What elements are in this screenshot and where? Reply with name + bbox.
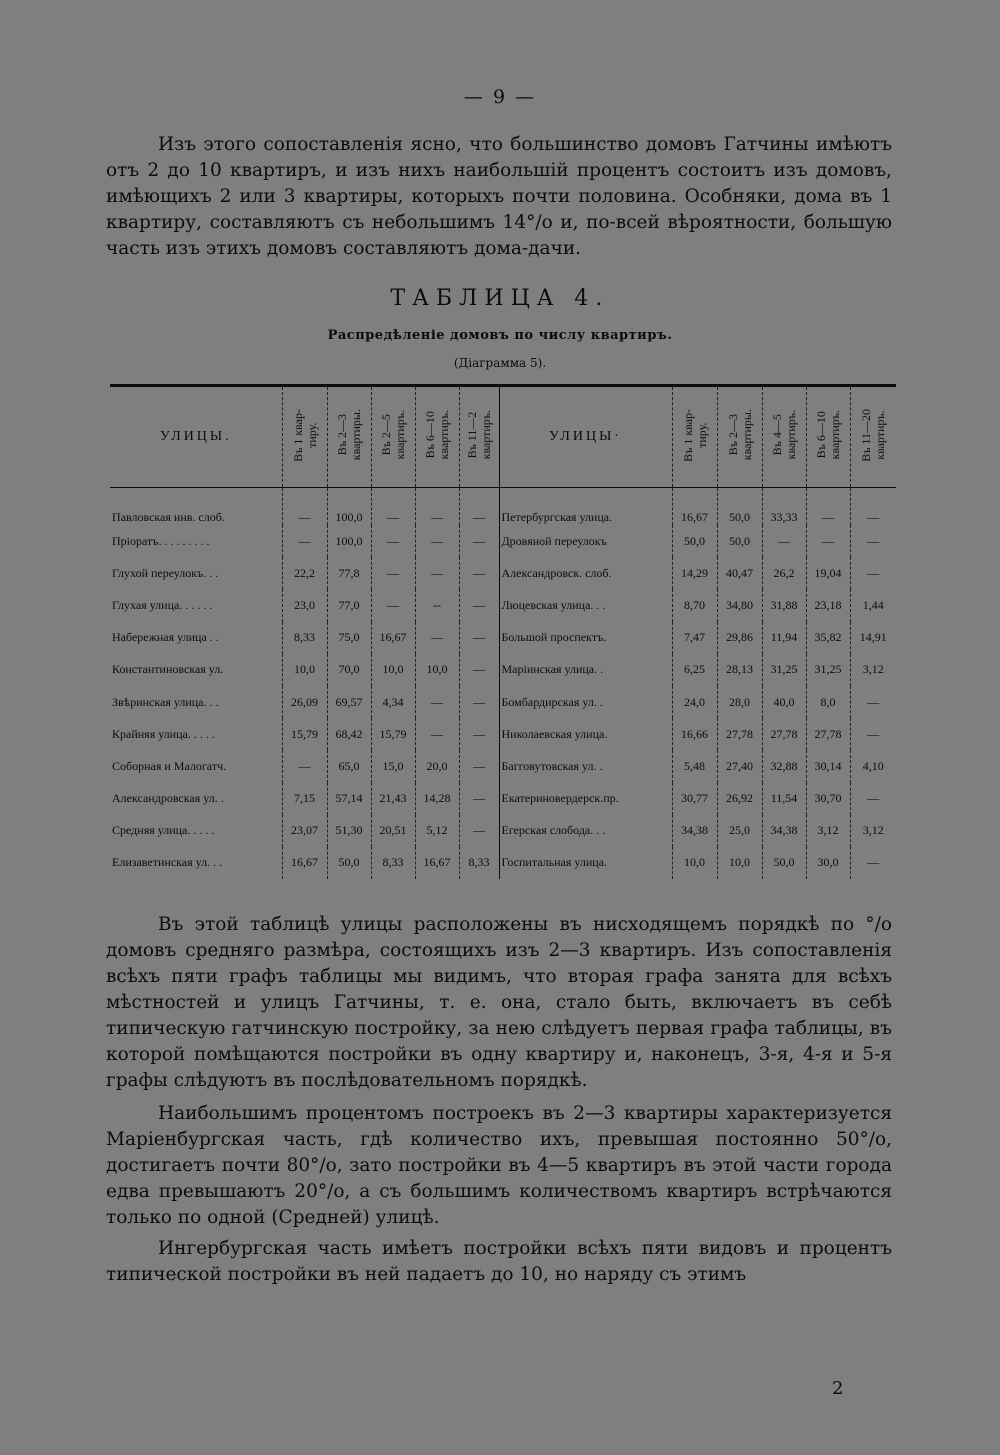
value-cell-right-2: 29,86 — [717, 622, 762, 654]
paragraph-3: Наибольшимъ процентомъ построекъ въ 2—3 квартиры характеризуется Маріенбургская часть, гдѣ количество ихъ, превышая постоянно 50°/о, достигаетъ почти 80°/о, зато постройки въ 4—5 квартиръ въ этой части города едва превышаютъ 20°/о, а съ большимъ количествомъ квартиръ встрѣчаются только по одной (Средней) улицѣ. — [106, 1103, 892, 1228]
value-cell-left-2: 68,42 — [327, 718, 371, 750]
value-cell-right-2: 28,0 — [717, 686, 762, 718]
street-name-right: Егерская слобода. . . — [499, 815, 672, 847]
col-header-right-4: Въ 6—10 квартиръ. — [814, 410, 842, 460]
value-cell-right-1: 50,0 — [672, 525, 717, 557]
value-cell-left-2: 77,0 — [327, 589, 371, 621]
paragraph-4: Ингербургская часть имѣетъ постройки всѣхъ пяти видовъ и процентъ типической постройки въ ней падаетъ до 10, но наряду съ этимъ — [106, 1238, 892, 1285]
table-row — [110, 750, 896, 782]
value-cell-left-3: 16,67 — [371, 622, 415, 654]
value-cell-left-4: — — [415, 557, 459, 589]
value-cell-right-3: 33,33 — [762, 488, 806, 526]
table-row — [110, 557, 896, 589]
value-cell-right-3: 40,0 — [762, 686, 806, 718]
table-row — [110, 525, 896, 557]
street-name-left: Средняя улица. . . . . — [112, 823, 215, 838]
table-row — [110, 654, 896, 686]
value-cell-left-5: — — [459, 750, 499, 782]
value-cell-right-4: 23,18 — [806, 589, 850, 621]
value-cell-right-2: 10,0 — [717, 847, 762, 879]
value-cell-left-1: 26,09 — [282, 686, 327, 718]
distribution-table — [110, 384, 896, 879]
street-name-left: Соборная и Малогатч. — [112, 758, 227, 773]
value-cell-left-4: — — [415, 686, 459, 718]
value-cell-left-3: — — [371, 557, 415, 589]
col-header-right-2: Въ 2—3 квартиры. — [725, 409, 754, 461]
value-cell-left-1: 23,07 — [282, 815, 327, 847]
value-cell-right-3: 31,88 — [762, 589, 806, 621]
col-header-right-1: Въ 1 квар- тиру. — [680, 408, 709, 462]
value-cell-right-5: 3,12 — [850, 654, 896, 686]
table-row — [110, 718, 896, 750]
value-cell-left-3: — — [371, 488, 415, 526]
value-cell-left-4: 14,28 — [415, 783, 459, 815]
value-cell-right-3: 31,25 — [762, 654, 806, 686]
value-cell-left-2: 51,30 — [327, 815, 371, 847]
value-cell-left-2: 57,14 — [327, 783, 371, 815]
table-row — [110, 622, 896, 654]
street-name-left: Александровская ул. . — [112, 791, 224, 806]
value-cell-left-4: — — [415, 488, 459, 526]
table-row — [110, 783, 896, 815]
value-cell-right-4: 31,25 — [806, 654, 850, 686]
value-cell-left-5: 8,33 — [459, 847, 499, 879]
value-cell-right-5: 14,91 — [850, 622, 896, 654]
value-cell-left-4: 20,0 — [415, 750, 459, 782]
value-cell-left-3: — — [371, 525, 415, 557]
street-name-right: Люцевская улица. . . — [499, 589, 672, 621]
value-cell-right-5: — — [850, 783, 896, 815]
value-cell-right-1: 5,48 — [672, 750, 717, 782]
value-cell-left-3: — — [371, 589, 415, 621]
value-cell-right-1: 24,0 — [672, 686, 717, 718]
street-name-left: Крайняя улица. . . . . — [112, 726, 215, 741]
street-name-left: Набережная улица . . — [112, 630, 219, 645]
table-row — [110, 815, 896, 847]
value-cell-right-4: 8,0 — [806, 686, 850, 718]
value-cell-left-5: — — [459, 815, 499, 847]
col-header-left-4: Въ 6—10 квартиръ. — [423, 410, 451, 460]
street-name-right: Багговутовская ул. . — [499, 750, 672, 782]
value-cell-left-5: — — [459, 686, 499, 718]
value-cell-right-3: 50,0 — [762, 847, 806, 879]
street-header-right: УЛИЦЫ· — [499, 386, 672, 488]
value-cell-left-5: — — [459, 525, 499, 557]
street-name-left: Глухая улица. . . . . . — [112, 597, 213, 612]
value-cell-right-4: 30,14 — [806, 750, 850, 782]
value-cell-left-1: — — [282, 525, 327, 557]
street-name-right: Маріинская улица. . — [499, 654, 672, 686]
value-cell-right-3: 27,78 — [762, 718, 806, 750]
table-row — [110, 589, 896, 621]
value-cell-right-5: — — [850, 686, 896, 718]
value-cell-left-2: 70,0 — [327, 654, 371, 686]
value-cell-right-4: 3,12 — [806, 815, 850, 847]
col-header-right-5: Въ 11—20 квартиръ. — [859, 408, 888, 462]
value-cell-right-1: 34,38 — [672, 815, 717, 847]
value-cell-right-4: 35,82 — [806, 622, 850, 654]
street-name-right: Екатериновердерск.пр. — [499, 783, 672, 815]
value-cell-right-5: 1,44 — [850, 589, 896, 621]
value-cell-right-2: 50,0 — [717, 488, 762, 526]
value-cell-right-3: 34,38 — [762, 815, 806, 847]
value-cell-left-1: 16,67 — [282, 847, 327, 879]
value-cell-left-2: 77,8 — [327, 557, 371, 589]
value-cell-left-1: — — [282, 488, 327, 526]
value-cell-right-5: 4,10 — [850, 750, 896, 782]
value-cell-left-3: 4,34 — [371, 686, 415, 718]
value-cell-left-1: — — [282, 750, 327, 782]
value-cell-right-1: 16,67 — [672, 488, 717, 526]
value-cell-left-4: 10,0 — [415, 654, 459, 686]
col-header-left-5: Въ 11—2 квартиръ. — [465, 410, 493, 460]
value-cell-left-3: 15,79 — [371, 718, 415, 750]
value-cell-right-1: 10,0 — [672, 847, 717, 879]
value-cell-left-4: 5,12 — [415, 815, 459, 847]
value-cell-right-5: — — [850, 718, 896, 750]
value-cell-right-2: 27,78 — [717, 718, 762, 750]
value-cell-right-3: 11,54 — [762, 783, 806, 815]
value-cell-left-5: — — [459, 654, 499, 686]
street-name-right: Дровяной переулокъ — [499, 525, 672, 557]
col-header-right-3: Въ 4—5 квартиръ. — [770, 410, 798, 460]
value-cell-right-1: 6,25 — [672, 654, 717, 686]
value-cell-right-1: 14,29 — [672, 557, 717, 589]
street-name-right: Александровск. слоб. — [499, 557, 672, 589]
value-cell-right-5: 3,12 — [850, 815, 896, 847]
value-cell-left-5: — — [459, 718, 499, 750]
value-cell-left-1: 15,79 — [282, 718, 327, 750]
table-row — [110, 488, 896, 526]
value-cell-right-4: 27,78 — [806, 718, 850, 750]
value-cell-left-3: 10,0 — [371, 654, 415, 686]
value-cell-right-3: 26,2 — [762, 557, 806, 589]
street-name-right: Бомбардирская ул. . — [499, 686, 672, 718]
value-cell-right-4: 19,04 — [806, 557, 850, 589]
table-subtitle: Распредѣленіе домовъ по числу квартиръ. — [327, 328, 673, 343]
value-cell-right-2: 34,80 — [717, 589, 762, 621]
houses-by-apartments-table — [110, 384, 896, 879]
value-cell-right-4: — — [806, 488, 850, 526]
value-cell-right-3: — — [762, 525, 806, 557]
value-cell-left-2: 50,0 — [327, 847, 371, 879]
value-cell-left-2: 100,0 — [327, 525, 371, 557]
value-cell-left-1: 10,0 — [282, 654, 327, 686]
table-note: (Діаграмма 5). — [453, 356, 547, 370]
street-name-left: Павловская инв. слоб. — [112, 510, 225, 524]
intro-paragraph: Изъ этого сопоставленія ясно, что большинство домовъ Гатчины имѣютъ отъ 2 до 10 квартиръ, и изъ нихъ наибольшій процентъ состоитъ изъ домовъ, имѣющихъ 2 или 3 квартиры, которыхъ почти половина. Особняки, дома въ 1 квартиру, составляютъ съ небольшимъ 14°/о и, по-всей вѣроятности, большую часть изъ этихъ домовъ составляютъ дома-дачи. — [106, 134, 892, 259]
table-body — [110, 488, 896, 880]
street-name-right: Николаевская улица. — [499, 718, 672, 750]
value-cell-right-2: 40,47 — [717, 557, 762, 589]
value-cell-left-5: — — [459, 589, 499, 621]
value-cell-right-4: 30,70 — [806, 783, 850, 815]
value-cell-left-2: 100,0 — [327, 488, 371, 526]
table-row — [110, 847, 896, 879]
value-cell-left-4: — — [415, 622, 459, 654]
value-cell-right-2: 27,40 — [717, 750, 762, 782]
sheet-mark: 2 — [832, 1378, 844, 1399]
value-cell-left-1: 7,15 — [282, 783, 327, 815]
value-cell-right-3: 32,88 — [762, 750, 806, 782]
value-cell-left-5: — — [459, 783, 499, 815]
street-name-right: Большой проспектъ. — [499, 622, 672, 654]
value-cell-left-2: 69,57 — [327, 686, 371, 718]
value-cell-right-1: 16,66 — [672, 718, 717, 750]
value-cell-left-5: — — [459, 557, 499, 589]
table-title: ТАБЛИЦА 4. — [390, 286, 610, 311]
table-row — [110, 686, 896, 718]
value-cell-left-1: 23,0 — [282, 589, 327, 621]
value-cell-right-5: — — [850, 557, 896, 589]
value-cell-left-3: 8,33 — [371, 847, 415, 879]
value-cell-right-4: 30,0 — [806, 847, 850, 879]
paragraph-2: Въ этой таблицѣ улицы расположены въ нисходящемъ порядкѣ по °/о домовъ средняго размѣра, состоящихъ изъ 2—3 квартиръ. Изъ сопоставленія всѣхъ пяти графъ таблицы мы видимъ, что вторая графа занята для всѣхъ мѣстностей и улицъ Гатчины, т. е. она, стало быть, включаетъ въ себѣ типическую гатчинскую постройку, за нею слѣдуетъ первая графа таблицы, въ которой помѣщаются постройки въ одну квартиру и, наконецъ, 3-я, 4-я и 5-я графы слѣдуютъ въ послѣдовательномъ порядкѣ. — [106, 914, 892, 1091]
street-name-right: Петербургская улица. — [499, 488, 672, 526]
value-cell-left-1: 22,2 — [282, 557, 327, 589]
col-header-left-3: Въ 2—5 квартиръ. — [379, 410, 407, 460]
value-cell-right-4: — — [806, 525, 850, 557]
value-cell-right-5: — — [850, 847, 896, 879]
street-name-right: Госпитальная улица. — [499, 847, 672, 879]
value-cell-right-1: 8,70 — [672, 589, 717, 621]
value-cell-right-2: 28,13 — [717, 654, 762, 686]
col-header-left-1: Въ 1 квар- тиру. — [290, 408, 319, 462]
table-header-row — [110, 386, 896, 488]
street-name-left: Глухой переулокъ. . . — [112, 565, 219, 580]
col-header-left-2: Въ 2—3 квартиры. — [335, 409, 363, 461]
value-cell-right-5: — — [850, 525, 896, 557]
value-cell-left-3: 15,0 — [371, 750, 415, 782]
street-header-left: УЛИЦЫ. — [110, 386, 282, 488]
value-cell-left-4: -- — [415, 589, 459, 621]
value-cell-right-1: 30,77 — [672, 783, 717, 815]
value-cell-right-2: 26,92 — [717, 783, 762, 815]
value-cell-left-3: 20,51 — [371, 815, 415, 847]
street-name-left: Пріоратъ. . . . . . . . . — [112, 533, 210, 548]
value-cell-left-4: — — [415, 525, 459, 557]
value-cell-right-1: 7,47 — [672, 622, 717, 654]
value-cell-left-5: — — [459, 488, 499, 526]
street-name-left: Константиновская ул. — [112, 662, 224, 677]
value-cell-right-3: 11,94 — [762, 622, 806, 654]
value-cell-left-1: 8,33 — [282, 622, 327, 654]
value-cell-right-2: 25,0 — [717, 815, 762, 847]
value-cell-left-2: 75,0 — [327, 622, 371, 654]
value-cell-left-4: 16,67 — [415, 847, 459, 879]
value-cell-left-5: — — [459, 622, 499, 654]
value-cell-right-5: — — [850, 488, 896, 526]
page-number: — 9 — — [463, 86, 537, 108]
value-cell-left-2: 65,0 — [327, 750, 371, 782]
value-cell-right-2: 50,0 — [717, 525, 762, 557]
value-cell-left-4: — — [415, 718, 459, 750]
value-cell-left-3: 21,43 — [371, 783, 415, 815]
street-name-left: Елизаветинская ул. . . — [112, 855, 223, 870]
street-name-left: Звѣринская улица. . . — [112, 694, 219, 709]
